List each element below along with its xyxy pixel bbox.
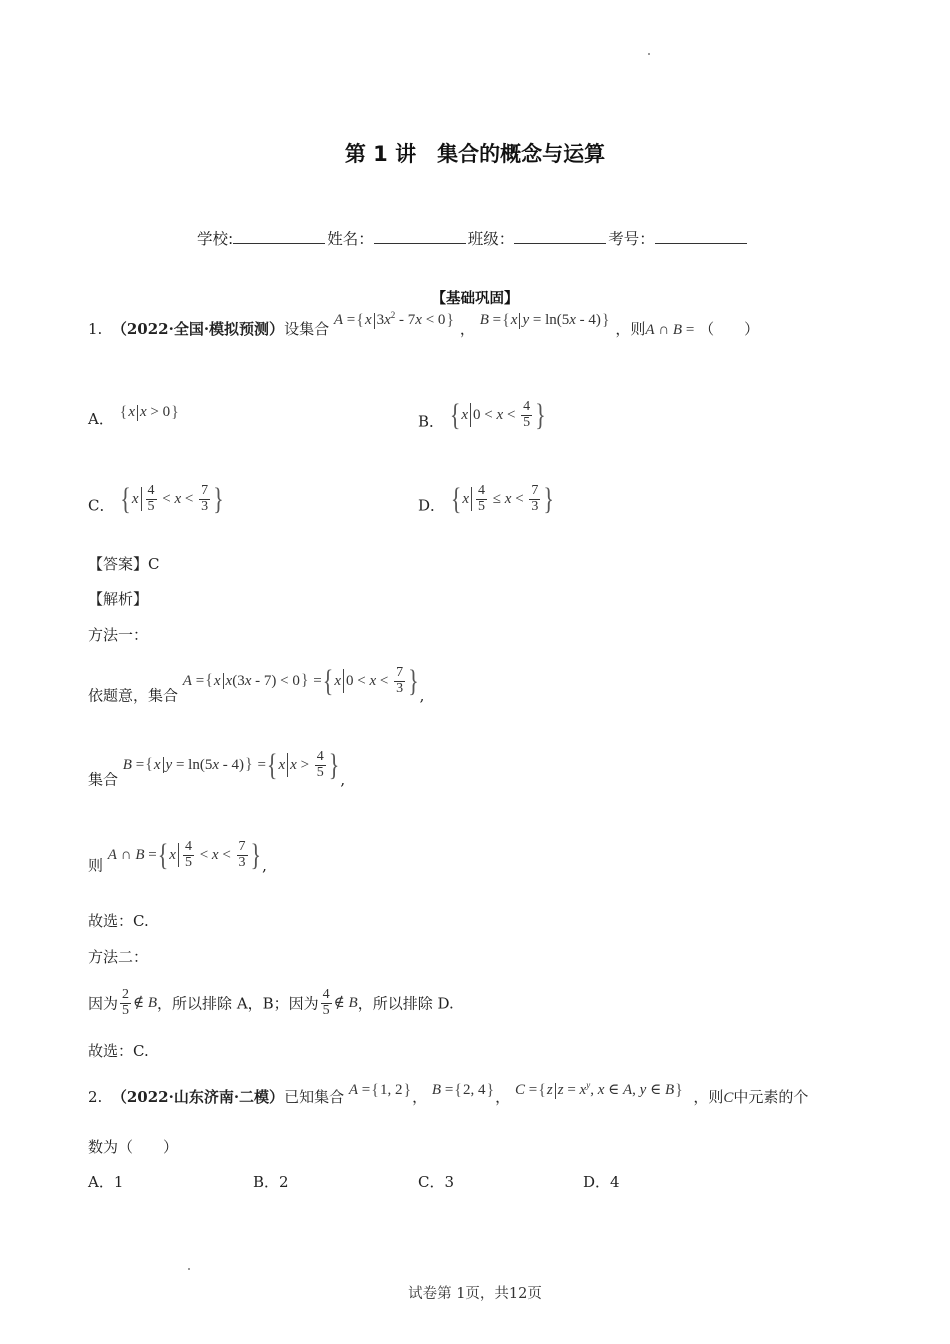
decorative-dot [188, 1268, 190, 1270]
q1-source: （2022·全国·模拟预测） [111, 320, 285, 338]
q2-option-a[interactable]: A．1 [88, 1173, 124, 1191]
exam-no-blank[interactable] [655, 229, 747, 244]
analysis-line-1-text: 依题意，集合 [88, 686, 179, 705]
method-two-label: 方法二： [88, 948, 149, 966]
analysis-line-1: 依题意，集合 A ={x x(3x - 7) < 0} ={x 0 < x < $\frac{7}{3}$ }, [88, 662, 425, 705]
exam-no-label: 考号： [608, 230, 655, 248]
class-blank[interactable] [514, 229, 606, 244]
q2-number: 2. [88, 1088, 103, 1106]
q1-number: 1. [88, 320, 103, 338]
analysis-intersection-expr: A ∩ B ={x $\frac{4}{5}$ < x < $\frac{7}{3}$ } [107, 836, 262, 872]
q1-option-c-label: C． [88, 496, 115, 515]
analysis-line-2: 集合 B ={x y = ln(5x - 4)} ={x x > $\frac{4}{5}$ }, [88, 746, 346, 789]
q2-option-c[interactable]: C．3 [418, 1173, 455, 1191]
page-footer: 试卷第 1页，共12页 [408, 1286, 542, 1302]
name-blank[interactable] [374, 229, 466, 244]
school-label: 学校: [197, 230, 234, 248]
answer-label: 【答案】 [88, 555, 149, 573]
q1-stem: 设集合 [284, 320, 330, 338]
q1-option-c-expr: {x $\frac{4}{5}$ < x < $\frac{7}{3}$ } [120, 480, 224, 516]
answer-line [88, 553, 160, 574]
q1-paren: （ ） [699, 320, 760, 338]
q2-set-b: B ={2, 4} [431, 1081, 495, 1099]
exclude-text-2: ，所以排除 D. [357, 994, 454, 1013]
q1-set-b: B ={x y = ln(5x - 4)} [479, 311, 610, 329]
two-fifths-not-in-b: $\frac{2}{5}$ ∉ B [122, 987, 158, 1018]
question-1: 1. （2022·全国·模拟预测）设集合 A ={x $3x^2 - 7x < 0$} ， B ={x y = ln(5x - 4)} ，则A ∩ B = （ ） [88, 310, 760, 338]
q1-option-b-label: B． [418, 412, 445, 431]
method-one-label: 方法一： [88, 626, 149, 644]
page-title: 第 1 讲 集合的概念与运算 [344, 142, 606, 166]
because-text-1: 因为 [88, 994, 119, 1013]
q1-option-a-expr: {x x > 0} [119, 403, 179, 421]
q2-option-b[interactable]: B．2 [253, 1173, 289, 1191]
analysis-line-3: 则 A ∩ B ={x $\frac{4}{5}$ < x < $\frac{7}{3}$ }, [88, 836, 267, 875]
q2-set-a: A ={1, 2} [348, 1081, 412, 1099]
analysis-line-3-text: 则 [88, 856, 104, 875]
q2-stem-then: ，则 [693, 1088, 724, 1106]
q1-option-b[interactable] [418, 396, 547, 438]
decorative-dot [648, 53, 650, 55]
q1-stem-then: ，则 [615, 320, 646, 338]
answer-value: C [148, 555, 160, 573]
q2-set-c-ref: C [723, 1090, 734, 1106]
q1-option-c[interactable] [88, 480, 225, 522]
q1-set-a: A ={x $3x^2 - 7x < 0$} [333, 310, 455, 329]
student-info-line [197, 227, 749, 249]
analysis-label: 【解析】 [88, 590, 149, 608]
q1-option-d-label: D． [418, 496, 446, 515]
q2-option-d[interactable]: D．4 [583, 1173, 620, 1191]
question-2: 2. （2022·山东济南·二模）已知集合 A ={1, 2}， B ={2, 4}， C ={z $z = x^y$, x ∈ A, y ∈ B} ，则C中元素的个 [88, 1080, 809, 1106]
done-line-1: 故选：C. [88, 912, 149, 930]
q2-set-c: C ={z $z = x^y$, x ∈ A, y ∈ B} [514, 1080, 683, 1099]
q1-intersection: A ∩ B = [645, 322, 695, 338]
class-label: 班级： [467, 230, 515, 248]
analysis-set-b-expr: B ={x y = ln(5x - 4)} ={x x > $\frac{4}{5}$ } [122, 746, 340, 782]
q1-option-a-label: A． [88, 410, 114, 428]
q1-option-d-expr: {x $\frac{4}{5}$ ≤ x < $\frac{7}{3}$ } [450, 480, 554, 516]
exclude-text-1: ，所以排除 A，B；因为 [157, 994, 319, 1013]
q2-source: （2022·山东济南·二模） [111, 1088, 285, 1106]
q2-tail-line: 数为（ ） [88, 1138, 179, 1156]
section-heading: 【基础巩固】 [431, 290, 519, 307]
four-fifths-not-in-b: $\frac{4}{5}$ ∉ B [322, 987, 358, 1018]
q2-tail: 中元素的个 [733, 1088, 809, 1106]
q1-option-a[interactable] [88, 403, 180, 430]
name-label: 姓名： [327, 230, 374, 248]
q1-option-b-expr: {x 0 < x < $\frac{4}{5}$ } [449, 396, 546, 432]
school-blank[interactable] [233, 229, 325, 244]
q1-option-d[interactable] [418, 480, 555, 522]
analysis-set-a-expr: A ={x x(3x - 7) < 0} ={x 0 < x < $\frac{7}{3}$ } [182, 662, 419, 698]
analysis-line-2-text: 集合 [88, 770, 119, 789]
q2-stem: 已知集合 [284, 1088, 345, 1106]
method-two-line [88, 987, 454, 1020]
done-line-2: 故选：C. [88, 1042, 149, 1060]
